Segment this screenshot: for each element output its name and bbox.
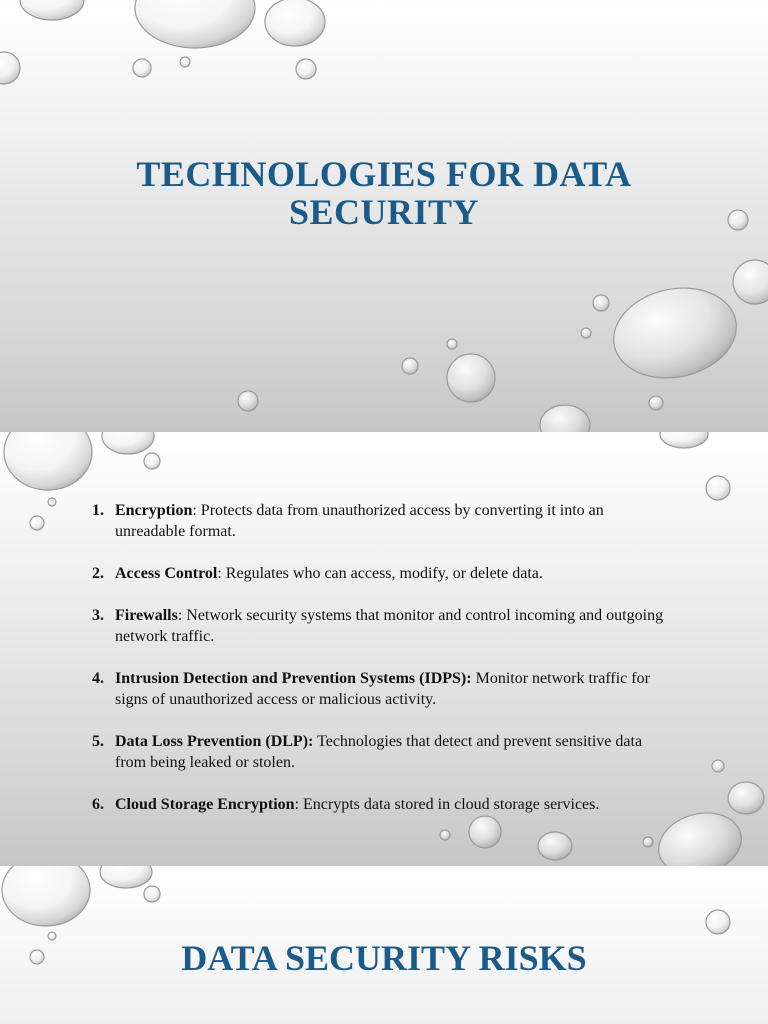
item-term: Firewalls	[115, 607, 178, 624]
list-item	[92, 668, 664, 710]
item-number: 5.	[92, 733, 104, 750]
item-description: : Protects data from unauthorized access by converting it into an unreadable format.	[115, 502, 604, 540]
item-number: 3.	[92, 607, 104, 624]
item-term: Data Loss Prevention (DLP):	[115, 733, 314, 750]
list-item	[92, 794, 664, 815]
item-description: : Network security systems that monitor and control incoming and outgoing network traffic.	[115, 607, 664, 645]
slide-1	[0, 0, 768, 432]
list-item	[92, 731, 664, 773]
item-number: 1.	[92, 502, 104, 519]
item-term: Intrusion Detection and Prevention Systems (IDPS):	[115, 670, 472, 687]
item-term: Cloud Storage Encryption	[115, 796, 295, 813]
slide-title: DATA SECURITY RISKS	[181, 938, 587, 978]
item-number: 6.	[92, 796, 104, 813]
item-number: 4.	[92, 670, 104, 687]
item-description: : Encrypts data stored in cloud storage services.	[294, 796, 600, 813]
slide-3	[0, 866, 768, 1024]
list-item	[92, 605, 664, 647]
item-number: 2.	[92, 565, 104, 582]
security-technologies-list	[92, 500, 664, 836]
list-item	[92, 500, 664, 542]
slide-title: TECHNOLOGIES FOR DATA SECURITY	[136, 154, 632, 232]
item-description: Monitor network traffic for signs of unauthorized access or malicious activity.	[115, 670, 650, 708]
item-term: Access Control	[115, 565, 218, 582]
item-description: Technologies that detect and prevent sensitive data from being leaked or stolen.	[115, 733, 643, 771]
list-item	[92, 563, 664, 584]
item-term: Encryption	[115, 502, 193, 519]
item-description: : Regulates who can access, modify, or delete data.	[217, 565, 543, 582]
slide-2	[0, 432, 768, 866]
